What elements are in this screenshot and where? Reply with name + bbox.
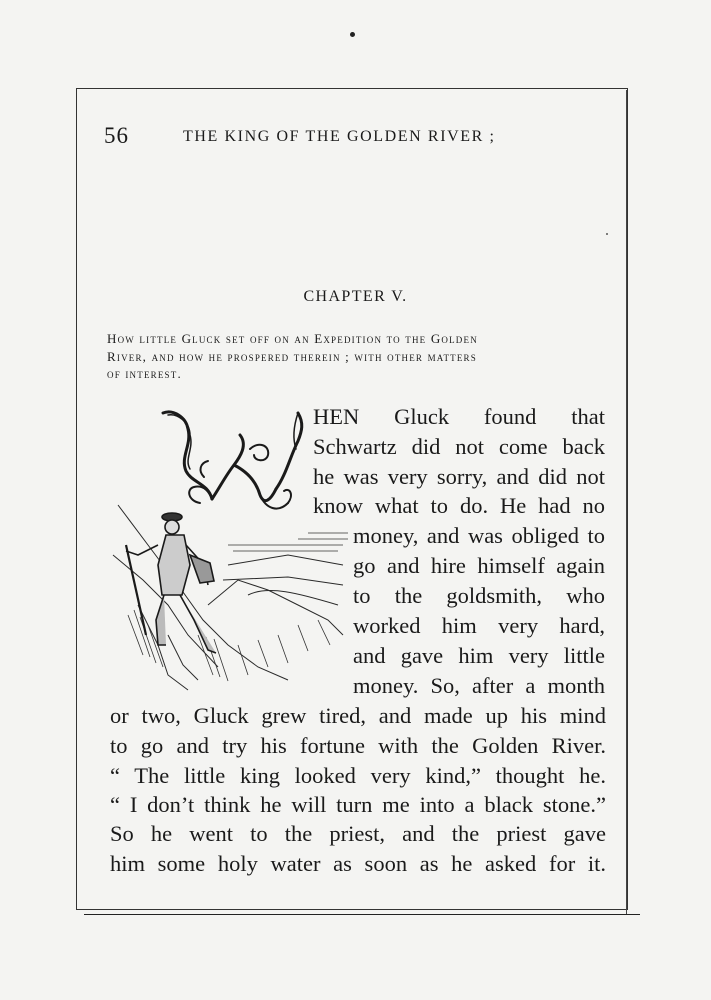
body-line: and gave him very little bbox=[353, 643, 605, 668]
page-frame-shadow-bottom bbox=[84, 914, 640, 915]
body-line: go and hire himself again bbox=[353, 553, 605, 578]
synopsis-line: River, and how he prospered therein ; with other matters bbox=[107, 348, 477, 364]
body-line: money, and was obliged to bbox=[353, 523, 605, 548]
body-line: to go and try his fortune with the Golden River. bbox=[110, 733, 606, 758]
running-head: THE KING OF THE GOLDEN RIVER ; bbox=[183, 128, 496, 145]
body-line: money. So, after a month bbox=[353, 673, 605, 698]
chapter-title: CHAPTER V. bbox=[303, 288, 408, 305]
body-line: he was very sorry, and did not bbox=[313, 464, 605, 489]
body-line: to the goldsmith, who bbox=[353, 583, 605, 608]
synopsis-line: How little Gluck set off on an Expedition to the Golden bbox=[107, 331, 478, 346]
body-line: him some holy water as soon as he asked for it. bbox=[110, 851, 606, 876]
chapter-synopsis bbox=[107, 330, 604, 383]
body-line: So he went to the priest, and the priest gave bbox=[110, 821, 606, 846]
climber-illustration bbox=[108, 405, 348, 695]
body-line: “ I don’t think he will turn me into a black stone.” bbox=[110, 792, 606, 817]
body-line: HEN Gluck found that bbox=[313, 404, 605, 429]
body-line: know what to do. He had no bbox=[313, 493, 605, 518]
body-line: “ The little king looked very kind,” thought he. bbox=[110, 763, 606, 788]
body-line: worked him very hard, bbox=[353, 613, 605, 638]
ink-speck bbox=[350, 32, 355, 37]
synopsis-line: of interest. bbox=[107, 366, 182, 381]
body-line: or two, Gluck grew tired, and made up his mind bbox=[110, 703, 606, 728]
drop-cap-w bbox=[163, 412, 302, 509]
page-number: 56 bbox=[104, 123, 129, 148]
page-frame-shadow-right bbox=[626, 90, 627, 914]
body-line: Schwartz did not come back bbox=[313, 434, 605, 459]
